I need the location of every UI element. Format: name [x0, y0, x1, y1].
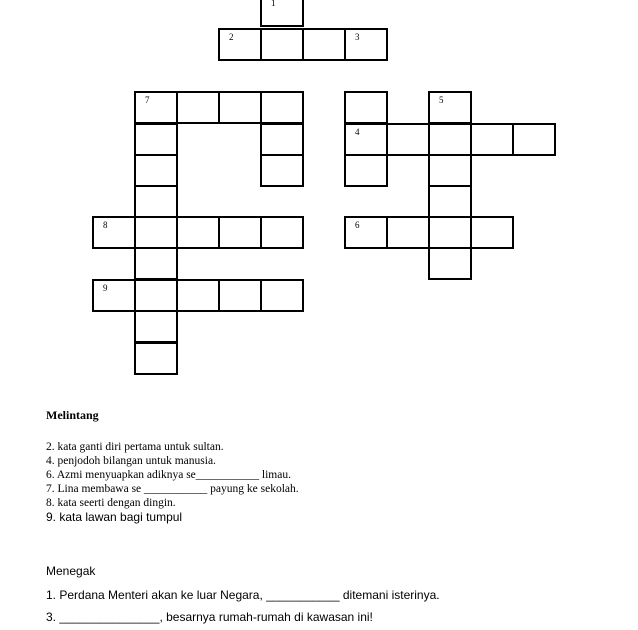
clue-number: 6 — [355, 220, 360, 230]
grid-cell[interactable] — [260, 279, 304, 312]
grid-cell[interactable] — [218, 28, 262, 61]
clue-number: 5 — [439, 95, 444, 105]
grid-cell[interactable] — [344, 154, 388, 187]
grid-cell[interactable] — [92, 216, 136, 249]
across-heading: Melintang — [46, 408, 99, 422]
down-heading: Menegak — [46, 564, 96, 578]
across-clue-4: 4. penjodoh bilangan untuk manusia. — [46, 455, 216, 467]
grid-cell[interactable] — [344, 28, 388, 61]
grid-cell[interactable] — [428, 123, 472, 156]
grid-cell[interactable] — [386, 216, 430, 249]
clue-number: 9 — [103, 283, 108, 293]
grid-cell[interactable] — [260, 0, 304, 27]
grid-cell[interactable] — [428, 91, 472, 124]
across-clue-7: 7. Lina membawa se ___________ payung ke sekolah. — [46, 483, 299, 495]
grid-cell[interactable] — [344, 91, 388, 124]
grid-cell[interactable] — [428, 185, 472, 218]
grid-cell[interactable] — [134, 247, 178, 280]
grid-cell[interactable] — [260, 123, 304, 156]
grid-cell[interactable] — [134, 185, 178, 218]
grid-cell[interactable] — [176, 216, 220, 249]
across-clue-8: 8. kata seerti dengan dingin. — [46, 497, 176, 509]
grid-cell[interactable] — [134, 310, 178, 343]
grid-cell[interactable] — [386, 123, 430, 156]
grid-cell[interactable] — [428, 247, 472, 280]
grid-cell[interactable] — [470, 216, 514, 249]
clue-number: 3 — [355, 32, 360, 42]
clue-number: 1 — [271, 0, 276, 8]
grid-cell[interactable] — [218, 216, 262, 249]
clue-number: 8 — [103, 220, 108, 230]
down-clue-3: 3. _______________, besarnya rumah-rumah di kawasan ini! — [46, 610, 373, 624]
grid-cell[interactable] — [260, 154, 304, 187]
down-clue-1: 1. Perdana Menteri akan ke luar Negara, ___________ ditemani isterinya. — [46, 588, 440, 602]
grid-cell[interactable] — [92, 279, 136, 312]
grid-cell[interactable] — [134, 123, 178, 156]
grid-cell[interactable] — [176, 279, 220, 312]
grid-cell[interactable] — [218, 91, 262, 124]
grid-cell[interactable] — [260, 91, 304, 124]
grid-cell[interactable] — [428, 216, 472, 249]
grid-cell[interactable] — [134, 91, 178, 124]
grid-cell[interactable] — [218, 279, 262, 312]
grid-cell[interactable] — [344, 216, 388, 249]
grid-cell[interactable] — [344, 123, 388, 156]
across-clue-2: 2. kata ganti diri pertama untuk sultan. — [46, 441, 224, 453]
grid-cell[interactable] — [260, 216, 304, 249]
across-clue-6: 6. Azmi menyuapkan adiknya se___________ limau. — [46, 469, 291, 481]
grid-cell[interactable] — [260, 28, 304, 61]
grid-cell[interactable] — [134, 216, 178, 249]
grid-cell[interactable] — [470, 123, 514, 156]
grid-cell[interactable] — [512, 123, 556, 156]
clue-number: 2 — [229, 32, 234, 42]
clue-number: 7 — [145, 95, 150, 105]
across-clue-9: 9. kata lawan bagi tumpul — [46, 510, 183, 524]
clue-number: 4 — [355, 127, 360, 137]
across-clue-list — [46, 440, 299, 524]
grid-cell[interactable] — [176, 91, 220, 124]
grid-cell[interactable] — [134, 154, 178, 187]
grid-cell[interactable] — [428, 154, 472, 187]
grid-cell[interactable] — [134, 279, 178, 312]
grid-cell[interactable] — [302, 28, 346, 61]
grid-cell[interactable] — [134, 342, 178, 375]
